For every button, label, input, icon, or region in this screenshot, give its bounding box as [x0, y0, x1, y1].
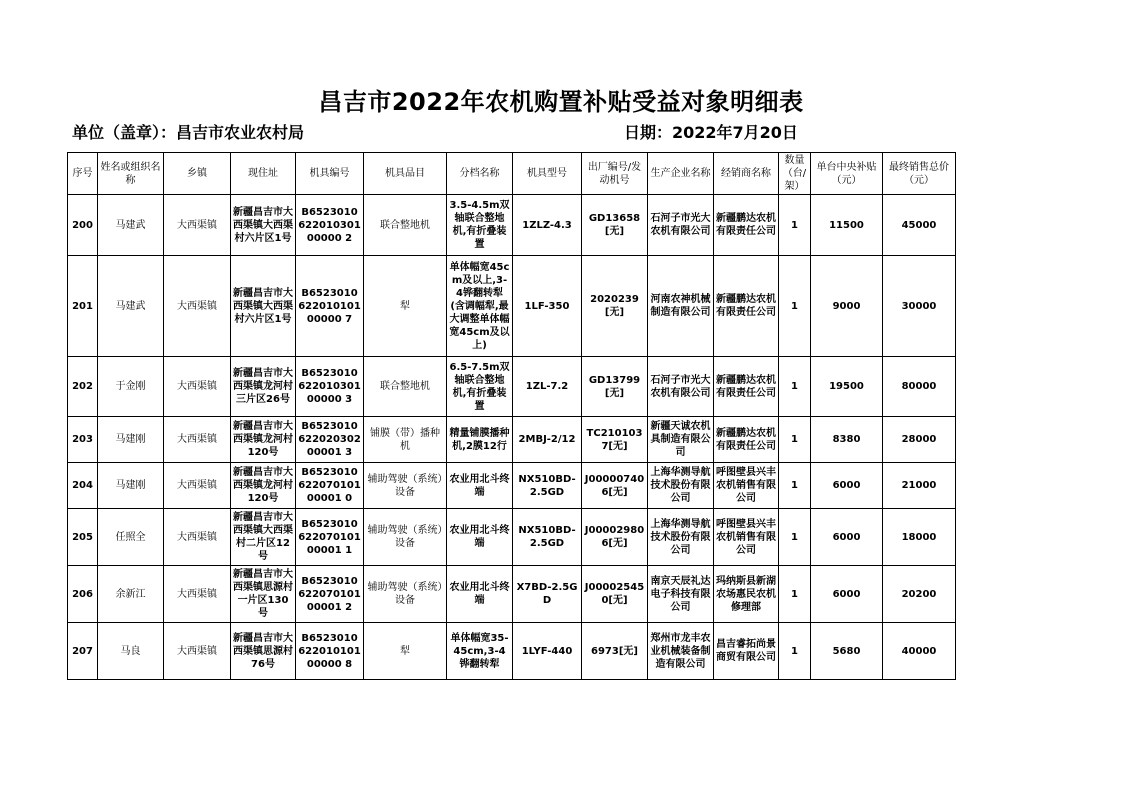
cell-maker: 郑州市龙丰农业机械装备制造有限公司 — [648, 623, 714, 680]
cell-grade: 单体幅宽45cm及以上,3-4铧翻转犁(含调幅犁,最大调整单体幅宽45cm及以上) — [447, 256, 513, 357]
cell-town: 大西渠镇 — [164, 509, 231, 566]
cell-address: 新疆昌吉市大西渠镇龙河村三片区26号 — [231, 357, 296, 417]
cell-dealer: 呼图壁县兴丰农机销售有限公司 — [714, 463, 779, 509]
cell-name: 马良 — [98, 623, 164, 680]
cell-category: 联合整地机 — [364, 195, 447, 256]
cell-machine-no: B652301062201030100000 2 — [296, 195, 364, 256]
cell-qty: 1 — [779, 623, 811, 680]
cell-price: 30000 — [883, 256, 956, 357]
cell-maker: 石河子市光大农机有限公司 — [648, 195, 714, 256]
cell-serial: 6973[无] — [582, 623, 648, 680]
cell-machine-no: B652301062201010100000 8 — [296, 623, 364, 680]
cell-category: 犁 — [364, 256, 447, 357]
col-header-address: 现住址 — [231, 153, 296, 195]
col-header-town: 乡镇 — [164, 153, 231, 195]
cell-grade: 3.5-4.5m双轴联合整地机,有折叠装置 — [447, 195, 513, 256]
date-line: 日期：2022年7月20日 — [624, 123, 798, 142]
cell-name: 马建刚 — [98, 463, 164, 509]
cell-machine-no: B652301062207010100001 0 — [296, 463, 364, 509]
col-header-grade: 分档名称 — [447, 153, 513, 195]
cell-machine-no: B652301062202030200001 3 — [296, 417, 364, 463]
page-title: 昌吉市2022年农机购置补贴受益对象明细表 — [318, 88, 804, 116]
cell-maker: 新疆天诚农机具制造有限公司 — [648, 417, 714, 463]
table-row — [68, 195, 956, 256]
cell-qty: 1 — [779, 566, 811, 623]
cell-qty: 1 — [779, 509, 811, 566]
col-header-machine-no: 机具编号 — [296, 153, 364, 195]
cell-seq: 200 — [68, 195, 98, 256]
cell-machine-no: B652301062207010100001 1 — [296, 509, 364, 566]
cell-dealer: 新疆鹏达农机有限责任公司 — [714, 357, 779, 417]
col-header-price: 最终销售总价（元） — [883, 153, 956, 195]
cell-dealer: 新疆鹏达农机有限责任公司 — [714, 195, 779, 256]
cell-model: NX510BD-2.5GD — [513, 509, 582, 566]
table-row — [68, 357, 956, 417]
cell-maker: 南京天辰礼达电子科技有限公司 — [648, 566, 714, 623]
cell-qty: 1 — [779, 195, 811, 256]
cell-name: 马建刚 — [98, 417, 164, 463]
table-row — [68, 463, 956, 509]
cell-category: 辅助驾驶（系统）设备 — [364, 509, 447, 566]
cell-serial: 2020239[无] — [582, 256, 648, 357]
col-header-maker: 生产企业名称 — [648, 153, 714, 195]
cell-category: 辅助驾驶（系统）设备 — [364, 463, 447, 509]
cell-address: 新疆昌吉市大西渠镇思源村76号 — [231, 623, 296, 680]
cell-model: 2MBJ-2/12 — [513, 417, 582, 463]
cell-machine-no: B652301062201010100000 7 — [296, 256, 364, 357]
cell-machine-no: B652301062207010100001 2 — [296, 566, 364, 623]
cell-grade: 农业用北斗终端 — [447, 463, 513, 509]
cell-model: NX510BD-2.5GD — [513, 463, 582, 509]
cell-price: 28000 — [883, 417, 956, 463]
cell-seq: 201 — [68, 256, 98, 357]
cell-model: 1LYF-440 — [513, 623, 582, 680]
cell-dealer: 呼图壁县兴丰农机销售有限公司 — [714, 509, 779, 566]
cell-address: 新疆昌吉市大西渠镇龙河村120号 — [231, 417, 296, 463]
cell-subsidy: 19500 — [811, 357, 883, 417]
cell-subsidy: 9000 — [811, 256, 883, 357]
beneficiary-table — [67, 152, 956, 680]
cell-subsidy: 6000 — [811, 463, 883, 509]
cell-address: 新疆昌吉市大西渠镇龙河村120号 — [231, 463, 296, 509]
header-row — [68, 153, 956, 195]
cell-serial: GD13658[无] — [582, 195, 648, 256]
cell-grade: 6.5-7.5m双轴联合整地机,有折叠装置 — [447, 357, 513, 417]
cell-subsidy: 6000 — [811, 566, 883, 623]
cell-price: 45000 — [883, 195, 956, 256]
cell-subsidy: 8380 — [811, 417, 883, 463]
cell-qty: 1 — [779, 463, 811, 509]
cell-price: 80000 — [883, 357, 956, 417]
cell-grade: 农业用北斗终端 — [447, 566, 513, 623]
cell-town: 大西渠镇 — [164, 417, 231, 463]
cell-maker: 上海华测导航技术股份有限公司 — [648, 509, 714, 566]
cell-maker: 石河子市光大农机有限公司 — [648, 357, 714, 417]
cell-dealer: 新疆鹏达农机有限责任公司 — [714, 417, 779, 463]
col-header-model: 机具型号 — [513, 153, 582, 195]
cell-town: 大西渠镇 — [164, 195, 231, 256]
cell-subsidy: 6000 — [811, 509, 883, 566]
cell-qty: 1 — [779, 357, 811, 417]
cell-dealer: 昌吉睿拓尚景商贸有限公司 — [714, 623, 779, 680]
cell-price: 20200 — [883, 566, 956, 623]
table-row — [68, 623, 956, 680]
col-header-qty: 数量（台/架） — [779, 153, 811, 195]
col-header-name: 姓名或组织名称 — [98, 153, 164, 195]
cell-maker: 河南农神机械制造有限公司 — [648, 256, 714, 357]
cell-name: 任照全 — [98, 509, 164, 566]
cell-town: 大西渠镇 — [164, 566, 231, 623]
col-header-seq: 序号 — [68, 153, 98, 195]
cell-model: 1ZLZ-4.3 — [513, 195, 582, 256]
cell-name: 马建武 — [98, 256, 164, 357]
cell-category: 辅助驾驶（系统）设备 — [364, 566, 447, 623]
cell-seq: 207 — [68, 623, 98, 680]
cell-category: 联合整地机 — [364, 357, 447, 417]
col-header-subsidy: 单台中央补贴（元） — [811, 153, 883, 195]
cell-dealer: 玛纳斯县新湖农场惠民农机修理部 — [714, 566, 779, 623]
cell-seq: 204 — [68, 463, 98, 509]
cell-model: 1LF-350 — [513, 256, 582, 357]
cell-qty: 1 — [779, 417, 811, 463]
table-row — [68, 256, 956, 357]
cell-seq: 206 — [68, 566, 98, 623]
cell-subsidy: 11500 — [811, 195, 883, 256]
cell-category: 铺膜（带）播种机 — [364, 417, 447, 463]
cell-seq: 202 — [68, 357, 98, 417]
cell-town: 大西渠镇 — [164, 463, 231, 509]
table-row — [68, 509, 956, 566]
cell-subsidy: 5680 — [811, 623, 883, 680]
cell-grade: 农业用北斗终端 — [447, 509, 513, 566]
cell-town: 大西渠镇 — [164, 256, 231, 357]
cell-seq: 205 — [68, 509, 98, 566]
cell-seq: 203 — [68, 417, 98, 463]
cell-town: 大西渠镇 — [164, 623, 231, 680]
cell-maker: 上海华测导航技术股份有限公司 — [648, 463, 714, 509]
cell-name: 余新江 — [98, 566, 164, 623]
cell-price: 18000 — [883, 509, 956, 566]
cell-serial: J000029806[无] — [582, 509, 648, 566]
cell-model: X7BD-2.5GD — [513, 566, 582, 623]
cell-serial: GD13799[无] — [582, 357, 648, 417]
cell-serial: J000007406[无] — [582, 463, 648, 509]
table-row — [68, 417, 956, 463]
cell-address: 新疆昌吉市大西渠镇大西渠村二片区12号 — [231, 509, 296, 566]
cell-grade: 精量铺膜播种机,2膜12行 — [447, 417, 513, 463]
cell-price: 21000 — [883, 463, 956, 509]
col-header-dealer: 经销商名称 — [714, 153, 779, 195]
cell-name: 马建武 — [98, 195, 164, 256]
cell-qty: 1 — [779, 256, 811, 357]
table-row — [68, 566, 956, 623]
cell-model: 1ZL-7.2 — [513, 357, 582, 417]
cell-town: 大西渠镇 — [164, 357, 231, 417]
unit-line: 单位（盖章）：昌吉市农业农村局 — [72, 123, 305, 142]
cell-serial: J000025450[无] — [582, 566, 648, 623]
cell-category: 犁 — [364, 623, 447, 680]
cell-serial: TC2101037[无] — [582, 417, 648, 463]
cell-machine-no: B652301062201030100000 3 — [296, 357, 364, 417]
col-header-category: 机具品目 — [364, 153, 447, 195]
cell-address: 新疆昌吉市大西渠镇大西渠村六片区1号 — [231, 256, 296, 357]
cell-address: 新疆昌吉市大西渠镇思源村一片区130号 — [231, 566, 296, 623]
cell-name: 于金刚 — [98, 357, 164, 417]
cell-price: 40000 — [883, 623, 956, 680]
cell-dealer: 新疆鹏达农机有限责任公司 — [714, 256, 779, 357]
col-header-serial: 出厂编号/发动机号 — [582, 153, 648, 195]
cell-grade: 单体幅宽35-45cm,3-4铧翻转犁 — [447, 623, 513, 680]
cell-address: 新疆昌吉市大西渠镇大西渠村六片区1号 — [231, 195, 296, 256]
